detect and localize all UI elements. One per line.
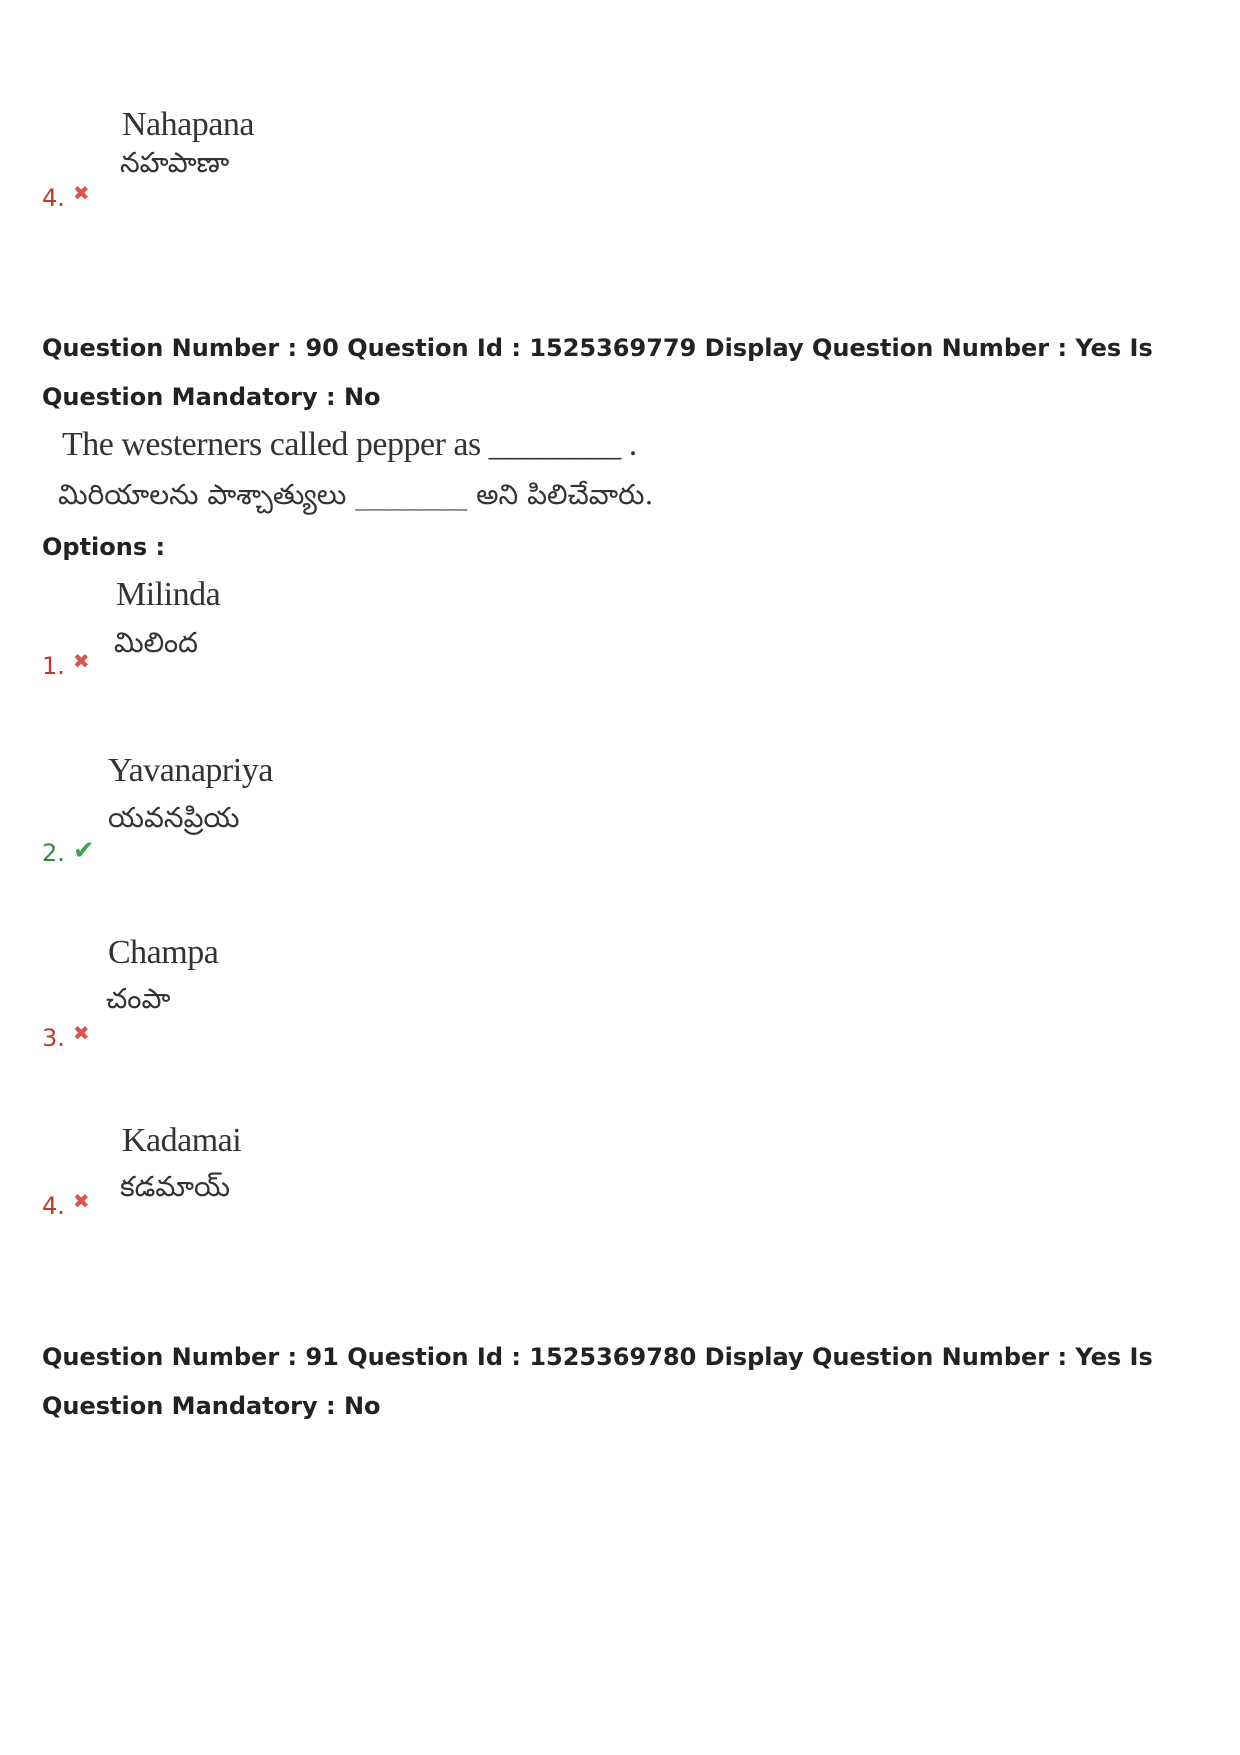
option-1-number-row [42,649,90,680]
option-number: 4. [42,1192,65,1220]
option-4-english: Kadamai [122,1122,242,1159]
option-1-english: Milinda [116,576,221,613]
option-4-telugu: కడమాయ్ [120,1170,230,1203]
question-90-text-telugu: మిరియాలను పాశ్చాత్యులు ________ అని పిలిచేవారు. [58,478,654,511]
cross-icon: ✖ [72,1021,90,1045]
prev-option-4-telugu: నహపాణా [120,146,230,179]
option-2-english: Yavanapriya [108,752,273,789]
option-number: 1. [42,652,65,680]
option-2-number-row [42,838,95,868]
option-4-number-row [42,1189,90,1220]
option-1-telugu: మిలింద [114,626,198,659]
question-90-header: Question Number : 90 Question Id : 1525369779 Display Question Number : Yes Is Question Mandatory : No [42,334,1153,411]
option-3-telugu: చంపా [106,982,171,1015]
option-number: 2. [42,839,65,867]
cross-icon: ✖ [72,1189,90,1213]
cross-icon: ✖ [72,181,90,205]
prev-option-4-number [42,181,90,212]
option-2-telugu: యవనప్రియ [108,801,240,834]
question-90-text-english: The westerners called pepper as ________ . [62,426,637,463]
options-label: Options : [42,533,166,561]
cross-icon: ✖ [72,649,90,673]
question-91-header: Question Number : 91 Question Id : 1525369780 Display Question Number : Yes Is Question Mandatory : No [42,1343,1153,1420]
option-number: 4. [42,184,65,212]
option-number: 3. [42,1024,65,1052]
check-icon: ✔ [72,836,95,866]
option-3-number-row [42,1021,90,1052]
prev-option-4-english: Nahapana [122,106,254,143]
option-3-english: Champa [108,934,219,971]
